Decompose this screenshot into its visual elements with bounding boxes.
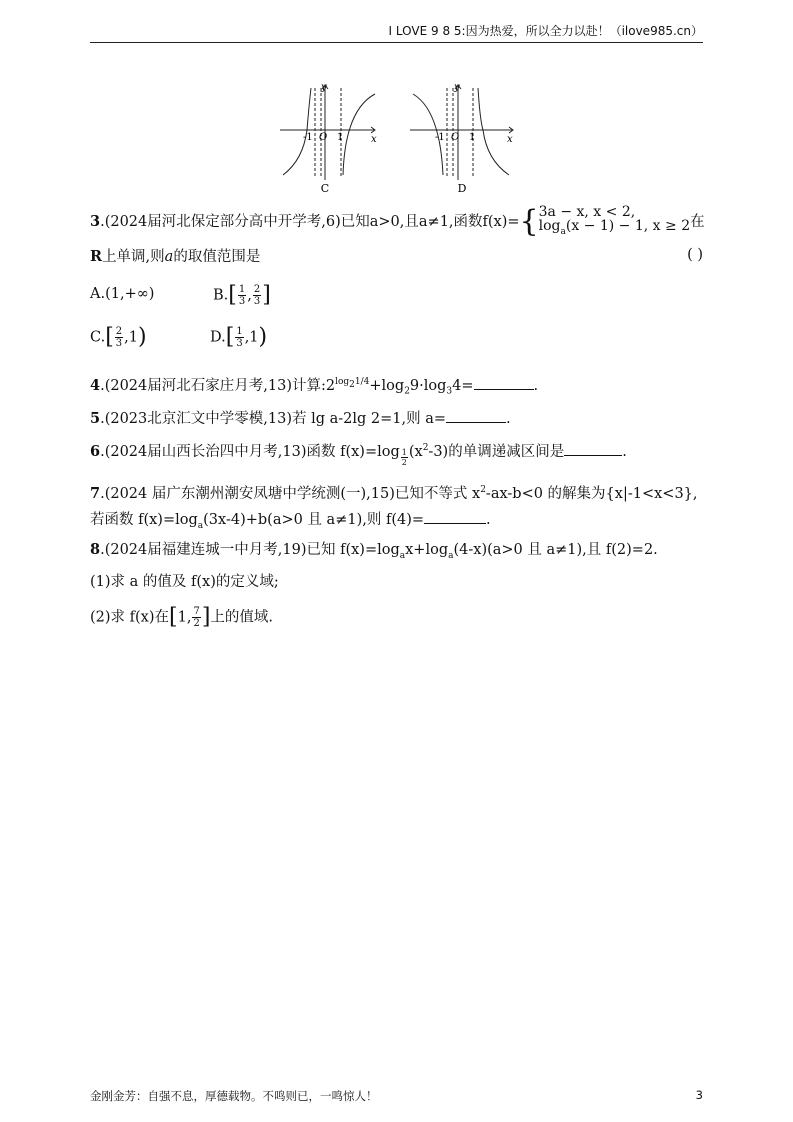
- piecewise-cases: 3a − x, x < 2, $\log_a(x - 1) - 1$, x ≥ 2: [538, 204, 691, 237]
- function-graphs: [275, 80, 525, 198]
- graph-c-caption: C: [320, 182, 330, 195]
- page-number: 3: [695, 1088, 703, 1102]
- graph-c-tick-1: 1: [337, 132, 344, 143]
- question-3: 3.(2024届河北保定部分高中开学考,6)已知a>0,且a≠1,函数f(x)={ 3a − x, x < 2, $\log_a(x - 1) - 1$, x ≥ 2 在: [90, 203, 705, 239]
- graph-c-x-label: x: [371, 134, 377, 145]
- option-b: B.[ $\frac{1}{3}$ , $\frac{2}{3}$ ]: [213, 282, 271, 308]
- question-7-line2: 若函数 $f(x)=\log_a(3x-4)+b(a>0$ 且 a≠1),则 f(4)= .: [90, 509, 491, 536]
- graph-c: [280, 85, 375, 180]
- question-3-line2: R上单调,则a的取值范围是: [90, 248, 261, 265]
- option-d: D.[ $\frac{1}{3}$ ,1): [210, 324, 268, 350]
- graph-d-tick-1: 1: [469, 132, 476, 143]
- graph-d-x-label: x: [507, 134, 513, 145]
- question-8: 8.(2024届福建连城一中月考,19)已知 $f(x)=\log_ax+\log_a(4-x)(a>0$ 且 a≠1),且 f(2)=2.: [90, 541, 658, 561]
- graph-c-origin: O: [319, 132, 328, 143]
- graph-d-tick-neg1: -1: [435, 132, 445, 143]
- question-7: 7.(2024 届广东潮州潮安凤塘中学统测(一),15)已知不等式 $x^2-ax-b<0$ 的解集为{x|-1<x<3},: [90, 484, 698, 502]
- footer-motto: 金刚金芳：自强不息，厚德载物。不鸣则已，一鸣惊人！: [90, 1089, 378, 1103]
- graph-d: [410, 85, 513, 180]
- question-6: 6.(2024届山西长治四中月考,13)函数 f(x)=log $_{\frac{1}{2}}$ $(x^2-3)$的单调递减区间是 .: [90, 442, 627, 467]
- graph-c-y-label: y: [321, 82, 327, 93]
- page-header: I LOVE 9 8 5:因为热爱，所以全力以赴！（ilove985.cn）: [90, 22, 703, 43]
- answer-bracket: ( ): [687, 247, 703, 263]
- question-8-part-2: (2)求 f(x)在[1, $\frac{7}{2}$ ]上的值域.: [90, 604, 274, 630]
- answer-blank: [564, 441, 622, 456]
- page-footer: [90, 1088, 703, 1104]
- question-5: 5.(2023北京汇文中学零模,13)若 lg a-2lg 2=1,则 a= .: [90, 410, 511, 427]
- graph-d-caption: D: [457, 182, 467, 195]
- graph-c-tick-neg1: -1: [303, 132, 313, 143]
- graph-d-origin: O: [451, 132, 460, 143]
- option-a: A.(1,+∞): [90, 286, 155, 302]
- question-source: .(2024届河北保定部分高中开学考,6)已知: [100, 213, 370, 230]
- answer-blank: [424, 509, 486, 524]
- answer-blank: [446, 408, 506, 423]
- question-number: 3: [90, 212, 101, 230]
- question-8-part-1: (1)求 a 的值及 f(x)的定义域;: [90, 574, 279, 590]
- piecewise-brace: {: [519, 203, 539, 239]
- answer-blank: [474, 375, 534, 390]
- graph-d-y-label: y: [454, 82, 460, 93]
- option-c: C.[ $\frac{2}{3}$ ,1): [90, 324, 147, 350]
- graph-d-curve-right: [478, 88, 509, 175]
- question-4: 4.(2024届河北石家庄月考,13)计算$:2^{log_21/4}+\log_29\cdot\log_34=$ .: [90, 376, 539, 397]
